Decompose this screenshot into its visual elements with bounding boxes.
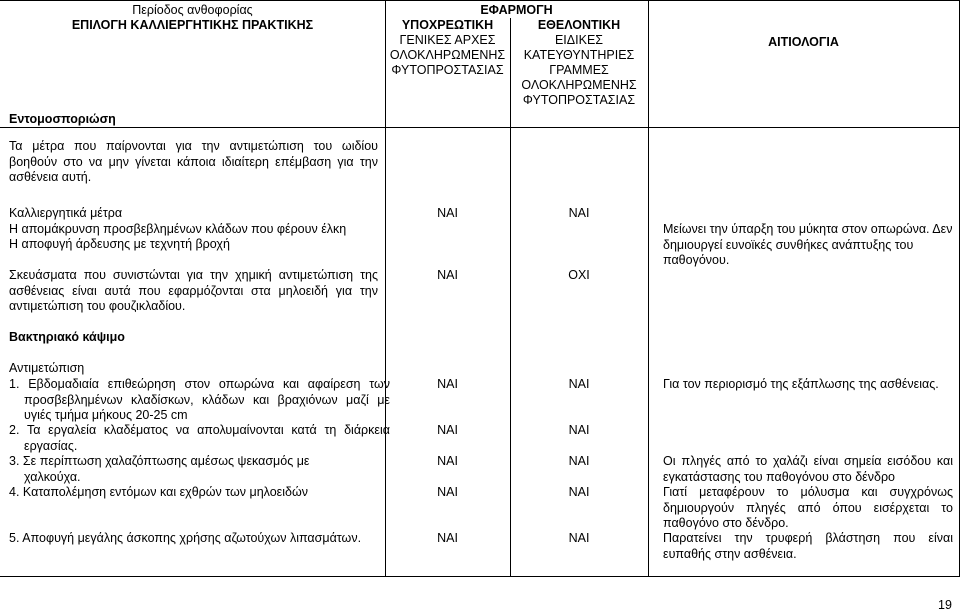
item3-mandatory: ΝΑΙ [437, 454, 458, 468]
item-text: Τα εργαλεία κλαδέματος να απολυμαίνονται κατά τη διάρκεια εργασίας. [24, 423, 390, 453]
table-bottom-border [0, 576, 960, 577]
treatment-item-3 [9, 454, 354, 485]
voluntary-label: ΕΘΕΛΟΝΤΙΚΗ [537, 18, 621, 32]
cultural-measures-block [9, 206, 381, 253]
section1-note: Τα μέτρα που παίρνονται για την αντιμετώπιση του ωιδίου βοηθούν στο να μην γίνεται κάποια ιδιαίτερη επέμβαση για την ασθένεια αυτή. [9, 139, 378, 184]
section2-justification-3: Γιατί μεταφέρουν το μόλυσμα και συγχρόνως δημιουργούν πληγές από όπου εισέρχεται το παθογόνο στο δένδρο. [663, 485, 953, 530]
mandatory-label: ΥΠΟΧΡΕΩΤΙΚΗ [401, 18, 494, 32]
practice-choice-heading: ΕΠΙΛΟΓΗ ΚΑΛΛΙΕΡΓΗΤΙΚΗΣ ΠΡΑΚΤΙΚΗΣ [71, 18, 314, 32]
mandatory-line-2: ΓΕΝΙΚΕΣ ΑΡΧΕΣ [399, 33, 496, 47]
preparations-voluntary-value: ΟΧΙ [568, 268, 590, 282]
item-text: Εβδομαδιαία επιθεώρηση στον οπωρώνα και αφαίρεση των προσβεβλημένων κλαδίσκων, κλάδων και βραχιόνων μαζί με υγιές τμήμα μήκους 20-25 cm [24, 377, 390, 422]
item-text: Καταπολέμηση εντόμων και εχθρών των μηλοειδών [22, 485, 308, 499]
section1-justification: Μείωνει την ύπαρξη του μύκητα στον οπωρώνα. Δεν δημιουργεί ευνοϊκές συνθήκες ανάπτυξης του παθογόνου. [663, 222, 953, 267]
section2-justification-4: Παρατείνει την τρυφερή βλάστηση που είναι ευπαθής στην ασθένεια. [663, 531, 953, 561]
item-text: Σε περίπτωση χαλαζόπτωσης αμέσως ψεκασμός με χαλκούχα. [22, 454, 310, 484]
cultural-measures-title: Καλλιεργητικά μέτρα [9, 206, 123, 220]
mandatory-heading [385, 18, 510, 78]
column-divider-3 [648, 0, 649, 577]
item4-mandatory: ΝΑΙ [437, 485, 458, 499]
section2-title: Βακτηριακό κάψιμο [9, 330, 125, 344]
header-bottom-border [0, 127, 960, 128]
item5-voluntary: ΝΑΙ [568, 531, 590, 545]
period-label: Περίοδος ανθοφορίας [132, 3, 253, 17]
item1-mandatory: ΝΑΙ [437, 377, 458, 391]
justification-heading: ΑΙΤΙΟΛΟΓΙΑ [768, 35, 839, 49]
item-number: 2. [9, 423, 20, 437]
treatment-item-2 [9, 423, 390, 454]
voluntary-line-6: ΦΥΤΟΠΡΟΣΤΑΣΙΑΣ [522, 93, 636, 107]
section2-justification-2: Οι πληγές από το χαλάζι είναι σημεία εισόδου και εγκατάστασης του παθογόνου στο δένδρο [663, 454, 953, 484]
item-number: 4. [9, 485, 20, 499]
preparations-mandatory-value: ΝΑΙ [437, 268, 458, 282]
item5-mandatory: ΝΑΙ [437, 531, 458, 545]
voluntary-line-4: ΓΡΑΜΜΕΣ [549, 63, 609, 77]
section1-title: Εντομοσποριώση [9, 112, 116, 126]
cultural-voluntary-value: ΝΑΙ [568, 206, 590, 220]
cultural-measure-item: Η αποφυγή άρδευσης με τεχνητή βροχή [9, 237, 230, 251]
item-number: 1. [9, 377, 20, 391]
mandatory-line-3: ΟΛΟΚΛΗΡΩΜΕΝΗΣ [389, 48, 506, 62]
item3-voluntary: ΝΑΙ [568, 454, 590, 468]
treatment-item-1 [9, 377, 390, 424]
voluntary-line-5: ΟΛΟΚΛΗΡΩΜΕΝΗΣ [521, 78, 637, 92]
page-number: 19 [938, 598, 952, 612]
item4-voluntary: ΝΑΙ [568, 485, 590, 499]
voluntary-line-2: ΕΙΔΙΚΕΣ [554, 33, 604, 47]
item2-voluntary: ΝΑΙ [568, 423, 590, 437]
cultural-measure-item: Η απομάκρυνση προσβεβλημένων κλάδων που φέρουν έλκη [9, 221, 347, 236]
preparations-text: Σκευάσματα που συνιστώνται για την χημική αντιμετώπιση της ασθένειας είναι αυτά που εφαρμόζονται στα μηλοειδή για την αντιμετώπιση του φουζικλαδίου. [9, 268, 378, 313]
item-number: 5. [9, 531, 20, 545]
cultural-mandatory-value: ΝΑΙ [437, 206, 458, 220]
item-number: 3. [9, 454, 20, 468]
mandatory-line-4: ΦΥΤΟΠΡΟΣΤΑΣΙΑΣ [391, 63, 504, 77]
treatment-item-5 [9, 531, 385, 547]
item2-mandatory: ΝΑΙ [437, 423, 458, 437]
treatment-title: Αντιμετώπιση [9, 361, 85, 375]
treatment-item-4 [9, 485, 379, 501]
section2-justification-1: Για τον περιορισμό της εξάπλωσης της ασθένειας. [663, 377, 939, 391]
voluntary-heading [510, 18, 648, 108]
application-heading: ΕΦΑΡΜΟΓΗ [480, 3, 553, 17]
item-text: Αποφυγή μεγάλης άσκοπης χρήσης αζωτούχων λιπασμάτων. [22, 531, 362, 545]
table-top-border [0, 0, 960, 1]
voluntary-line-3: ΚΑΤΕΥΘΥΝΤΗΡΙΕΣ [523, 48, 635, 62]
item1-voluntary: ΝΑΙ [568, 377, 590, 391]
